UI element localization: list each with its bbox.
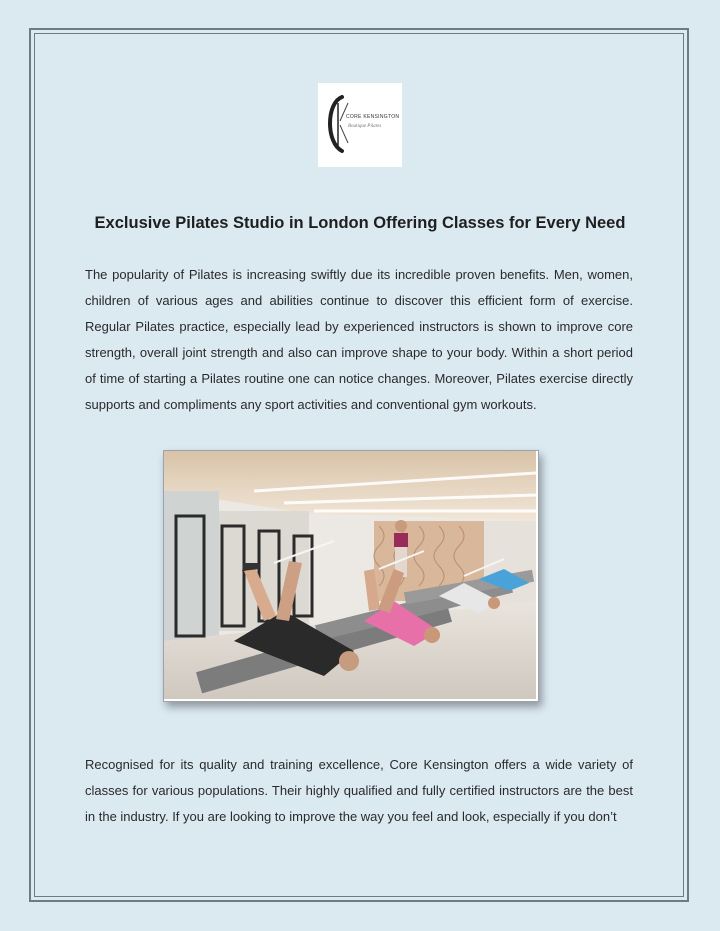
core-kensington-logo — [318, 83, 402, 167]
logo-name: CORE KENSINGTON — [346, 114, 400, 120]
services-paragraph: Recognised for its quality and training excellence, Core Kensington offers a wide variety of classes for various populations. Their highly qualified and fully certified instructors are the best in the industry. If you are looking to improve the way you feel and look, especially if you don’t — [85, 757, 633, 824]
article-title: Exclusive Pilates Studio in London Offering Classes for Every Need — [94, 214, 626, 232]
intro-paragraph: The popularity of Pilates is increasing swiftly due its incredible proven benefits. Men, women, children of various ages and abilities continue to discover this efficient form of exercise. Regular Pilates practice, especially lead by experienced instructors is shown to improve core strength, overall joint strength and also can improve shape to your body. Within a short period of time of starting a Pilates routine one can notice changes. Moreover, Pilates exercise directly supports and compliments any sport activities and conventional gym workouts. — [85, 267, 633, 412]
pilates-class-photo — [163, 450, 539, 702]
logo-tagline: Boutique Pilates — [348, 124, 382, 129]
